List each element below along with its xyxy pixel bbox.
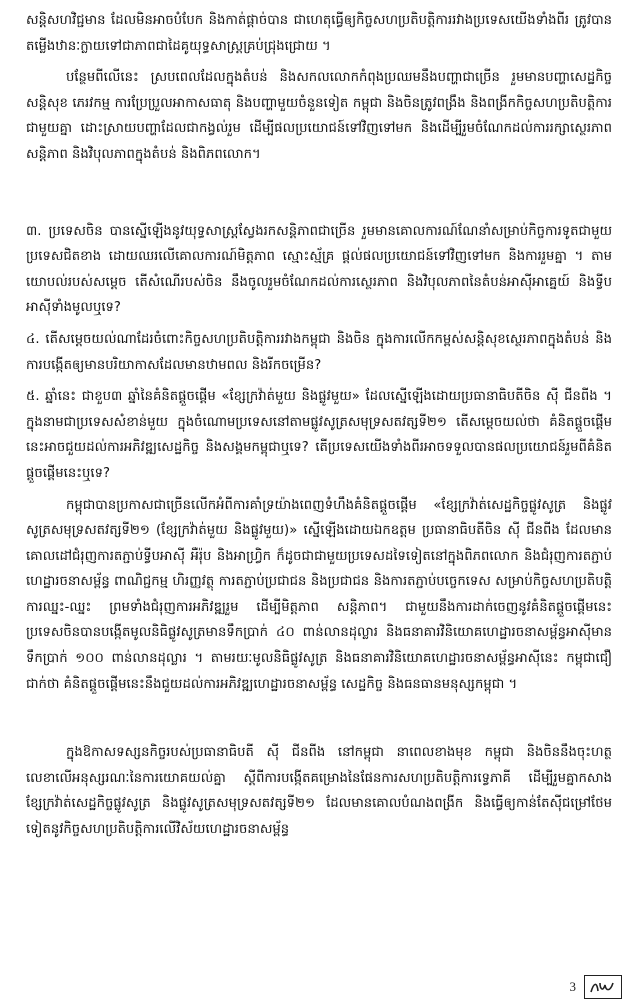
- spacer: [26, 168, 612, 219]
- question-4: ៤. តើសម្ដេចយល់ណាដែរចំពោះកិច្ចសហប្រតិបត្តិការរវាងកម្ពុជា និងចិន ក្នុងការលើកកម្ពស់សន្តិសុខស្ថេរភាពក្នុងតំបន់ និងការបង្កើតឲ្យមានបរិយាកាសដែលមានឋាមពល និងរីកចម្រើន?: [26, 331, 612, 373]
- question-3: ៣. ប្រទេសចិន បានស្នើឡើងនូវយុទ្ធសាស្ត្រស្វែងរកសន្តិភាពជាច្រើន រួមមានគោលការណ៍ណែនាំសម្រាប់កិច្ចការទូតជាមួយប្រទេសជិតខាង ដោយឈរលើគោលការណ៍មិត្តភាព ស្មោះស្ម័គ្រ ផ្ដល់ផលប្រយោជន៍ទៅវិញទៅមក និងការរួមគ្នា ។ តាមយោបល់របស់សម្ដេច តើសំណើរបស់ចិន នឹងចូលរួមចំណែកដល់ការស្ថេរភាព និងវិបុលភាពនៃតំបន់អាស៊ីអាគ្នេយ៍ និងទ្វីបអាស៊ីទាំងមូលឬទេ?: [26, 223, 612, 316]
- question-5: ៥. ឆ្នាំនេះ ជាខួប៣ ឆ្នាំនៃគំនិតផ្តួចផ្តើម «ខ្សែក្រវ៉ាត់មួយ និងផ្លូវមួយ» ដែលស្នើឡើងដោយប្រធានាធិបតីចិន ស៊ី ជីនពីង ។ ក្នុងនាមជាប្រទេសសំខាន់មួយ ក្នុងចំណោមប្រទេសនៅតាមផ្លូវសូត្រសមុទ្រសតវត្សទី២១ តើសម្ដេចយល់ថា គំនិតផ្តួចផ្តើមនេះអាចជួយដល់ការអភិវឌ្ឍសេដ្ឋកិច្ច និងសង្គមកម្ពុជាឬទេ? តើប្រទេសយើងទាំងពីរអាចទទួលបានផលប្រយោជន៍រួមពីគំនិតផ្តួចផ្តើមនេះឬទេ?: [26, 389, 612, 481]
- paragraph-continuation: សន្តិសហវិជ្ជមាន ដែលមិនអាចបំបែក និងកាត់ផ្ដាច់បាន ជាហេតុធ្វើឲ្យកិច្ចសហប្រតិបត្តិការរវាងប្រទេសយើងទាំងពីរ ត្រូវបានតម្លើងឋានៈក្លាយទៅជាភាពជាដៃគូយុទ្ធសាស្ត្រគ្រប់ជ្រុងជ្រោយ ។: [26, 13, 612, 54]
- paragraph-regional-challenges: បន្ថែមពីលើនេះ ស្របពេលដែលក្នុងតំបន់ និងសកលលោកកំពុងប្រឈមនឹងបញ្ហាជាច្រើន រួមមានបញ្ហាសេដ្ឋកិច្ច សន្តិសុខ ភេរវកម្ម ការប្រែប្រួលអាកាសធាតុ និងបញ្ហាមួយចំនួនទៀត កម្ពុជា និងចិនត្រូវពង្រឹង និងពង្រីកកិច្ចសហប្រតិបត្តិការជាមួយគ្នា ដោះស្រាយបញ្ហាដែលជាកង្វល់រួម ដើម្បីផលប្រយោជន៍ទៅវិញទៅមក និងដើម្បីរួមចំណែកដល់ការរក្សាស្ថេរភាព សន្តិភាព និងវិបុលភាពក្នុងតំបន់ និងពិភពលោក។: [26, 70, 612, 162]
- spacer: [26, 697, 612, 740]
- page-footer: [570, 975, 623, 999]
- page-number: 3: [569, 979, 576, 994]
- paragraph-state-visit: ក្នុងឱកាសទស្សនកិច្ចរបស់ប្រធានាធិបតី ស៊ី ជីនពីង នៅកម្ពុជា នាពេលខាងមុខ កម្ពុជា និងចិននឹងចុះហត្ថលេខាលើអនុស្សរណៈនៃការយោគយល់គ្នា ស្ដីពីការបង្កើតគម្រោងនៃផែនការសហប្រតិបត្តិការទ្វេភាគី ដើម្បីរួមគ្នាកសាងខ្សែក្រវ៉ាត់សេដ្ឋកិច្ចផ្លូវសូត្រ និងផ្លូវសូត្រសមុទ្រសតវត្សទី២១ ដែលមានគោលបំណងពង្រីក និងធ្វើឲ្យកាន់តែស៊ីជម្រៅថែមទៀតនូវកិច្ចសហប្រតិបត្តិការលើវិស័យហេដ្ឋារចនាសម្ព័ន្ធ: [26, 745, 612, 838]
- document-body: [26, 8, 612, 843]
- initials-signature-icon: [584, 975, 622, 999]
- answer-belt-and-road: កម្ពុជាបានប្រកាសជាច្រើនលើកអំពីការគាំទ្រយ៉ាងពេញទំហឹងគំនិតផ្តួចផ្តើម «ខ្សែក្រវ៉ាត់សេដ្ឋកិច្ចផ្លូវសូត្រ និងផ្លូវសូត្រសមុទ្រសតវត្សទី២១ (ខ្សែក្រវ៉ាត់មួយ និងផ្លូវមួយ)» ស្នើឡើងដោយឯកឧត្តម ប្រធានាធិបតីចិន ស៊ី ជីនពីង ដែលមានគោលដៅជំរុញការតភ្ជាប់ទ្វីបអាស៊ី អឺរ៉ុប និងអាហ្វ្រិក ក៏ដូចជាជាមួយប្រទេសដទៃទៀតនៅក្នុងពិភពលោក និងជំរុញការតភ្ជាប់ហេដ្ឋារចនាសម្ព័ន្ធ ពាណិជ្ជកម្ម ហិរញ្ញវត្ថុ ការតភ្ជាប់ប្រជាជន និងប្រជាជន និងការតភ្ជាប់បច្ចេកទេស សម្រាប់កិច្ចសហប្រតិបត្តិការឈ្នះ-ឈ្នះ ព្រមទាំងជំរុញការអភិវឌ្ឍរួម ដើម្បីមិត្តភាព សន្តិភាព។ ជាមួយនឹងការដាក់ចេញនូវគំនិតផ្តួចផ្តើមនេះ ប្រទេសចិនបានបង្កើតមូលនិធិផ្លូវសូត្រមានទឹកប្រាក់ ៤០ ពាន់លានដុល្លារ និងធនាគារវិនិយោគហេដ្ឋារចនាសម្ព័ន្ធអាស៊ីមានទឹកប្រាក់ ១០០ ពាន់លានដុល្លារ ។ តាមរយៈមូលនិធិផ្លូវសូត្រ និងធនាគារវិនិយោគហេដ្ឋារចនាសម្ព័ន្ធអាស៊ីនេះ កម្ពុជាជឿជាក់ថា គំនិតផ្តួចផ្តើមនេះនឹងជួយដល់ការអភិវឌ្ឍហេដ្ឋារចនាសម្ព័ន្ធ សេដ្ឋកិច្ច និងធនធានមនុស្សកម្ពុជា ។: [26, 497, 612, 692]
